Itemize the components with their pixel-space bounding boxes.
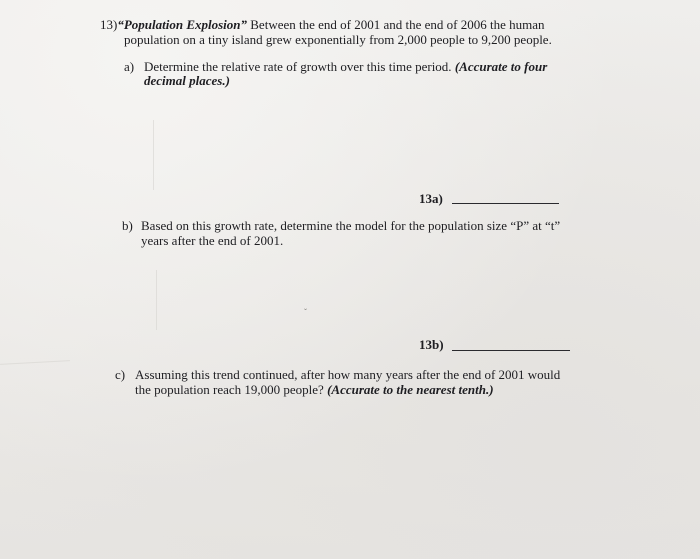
part-c-label: c) — [115, 367, 126, 382]
problem-title: “Population Explosion” — [117, 17, 248, 32]
stray-mark: ˇ — [304, 307, 307, 317]
part-b-label: b) — [122, 218, 133, 233]
part-b-question-line-1: Based on this growth rate, determine the model for the population size “P” at “t” — [141, 218, 561, 233]
part-c-question-line-2 — [135, 382, 494, 397]
part-a-label: a) — [124, 59, 135, 74]
problem-intro-text: Between the end of 2001 and the end of 2006 the human — [247, 17, 545, 32]
answer-label-13b: 13b) — [419, 337, 444, 352]
answer-label-13a: 13a) — [419, 191, 443, 206]
problem-intro-line-2: population on a tiny island grew exponentially from 2,000 people to 9,200 people. — [124, 32, 552, 47]
part-a-accuracy-note: (Accurate to four — [454, 59, 548, 74]
part-b-question-line-2: years after the end of 2001. — [141, 233, 284, 248]
answer-blank-13a[interactable] — [452, 203, 559, 204]
part-a-question-line-2: decimal places.) — [144, 73, 230, 88]
show-through-line — [153, 120, 154, 190]
part-a-question-line-1 — [144, 59, 547, 74]
problem-intro-line-1 — [100, 17, 545, 32]
part-c-question-line-1: Assuming this trend continued, after how many years after the end of 2001 would — [135, 367, 561, 382]
show-through-line — [156, 270, 157, 330]
paper-crease — [0, 360, 70, 365]
answer-blank-13b[interactable] — [452, 350, 570, 351]
part-c-question-text: the population reach 19,000 people? — [135, 382, 328, 397]
part-a-question-text: Determine the relative rate of growth over this time period. — [144, 59, 455, 74]
problem-number: 13) — [100, 17, 118, 32]
part-c-accuracy-note: (Accurate to the nearest tenth.) — [327, 382, 494, 397]
